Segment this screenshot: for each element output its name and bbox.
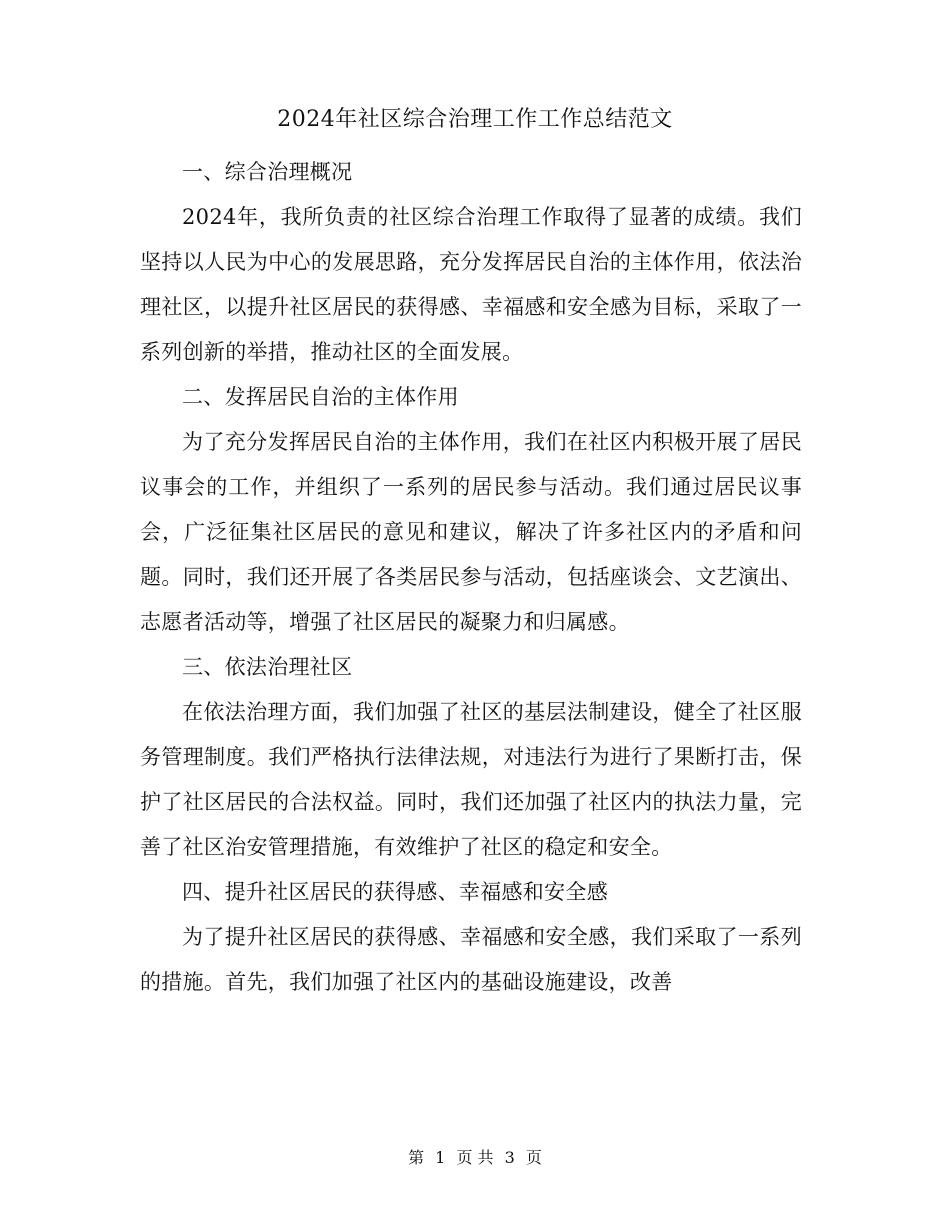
body-paragraph: 为了提升社区居民的获得感、幸福感和安全感，我们采取了一系列的措施。首先，我们加强了社区内的基础设施建设，改善 bbox=[140, 925, 802, 994]
footer-suffix: 页 bbox=[525, 1148, 542, 1167]
body-paragraph: 2024年，我所负责的社区综合治理工作取得了显著的成绩。我们坚持以人民为中心的发展思路，充分发挥居民自治的主体作用，依法治理社区，以提升社区居民的获得感、幸福感和安全感为目标，采取了一系列创新的举措，推动社区的全面发展。 bbox=[140, 205, 802, 364]
footer-page-number: 1 bbox=[435, 1148, 446, 1167]
page-footer bbox=[0, 1146, 950, 1170]
document-body bbox=[140, 150, 802, 1005]
section-heading: 一、综合治理概况 bbox=[182, 160, 353, 184]
document-title: 2024年社区综合治理工作工作总结范文 bbox=[277, 107, 673, 132]
section-heading: 二、发挥居民自治的主体作用 bbox=[182, 385, 459, 409]
footer-total-pages: 3 bbox=[504, 1148, 515, 1167]
section-heading: 三、依法治理社区 bbox=[182, 655, 353, 679]
footer-prefix: 第 bbox=[408, 1148, 425, 1167]
body-paragraph: 在依法治理方面，我们加强了社区的基层法制建设，健全了社区服务管理制度。我们严格执行法律法规，对违法行为进行了果断打击，保护了社区居民的合法权益。同时，我们还加强了社区内的执法力量，完善了社区治安管理措施，有效维护了社区的稳定和安全。 bbox=[140, 700, 802, 859]
footer-middle: 页 共 bbox=[456, 1148, 494, 1167]
section-heading: 四、提升社区居民的获得感、幸福感和安全感 bbox=[182, 880, 608, 904]
body-paragraph: 为了充分发挥居民自治的主体作用，我们在社区内积极开展了居民议事会的工作，并组织了一系列的居民参与活动。我们通过居民议事会，广泛征集社区居民的意见和建议，解决了许多社区内的矛盾和问题。同时，我们还开展了各类居民参与活动，包括座谈会、文艺演出、志愿者活动等，增强了社区居民的凝聚力和归属感。 bbox=[140, 430, 802, 634]
